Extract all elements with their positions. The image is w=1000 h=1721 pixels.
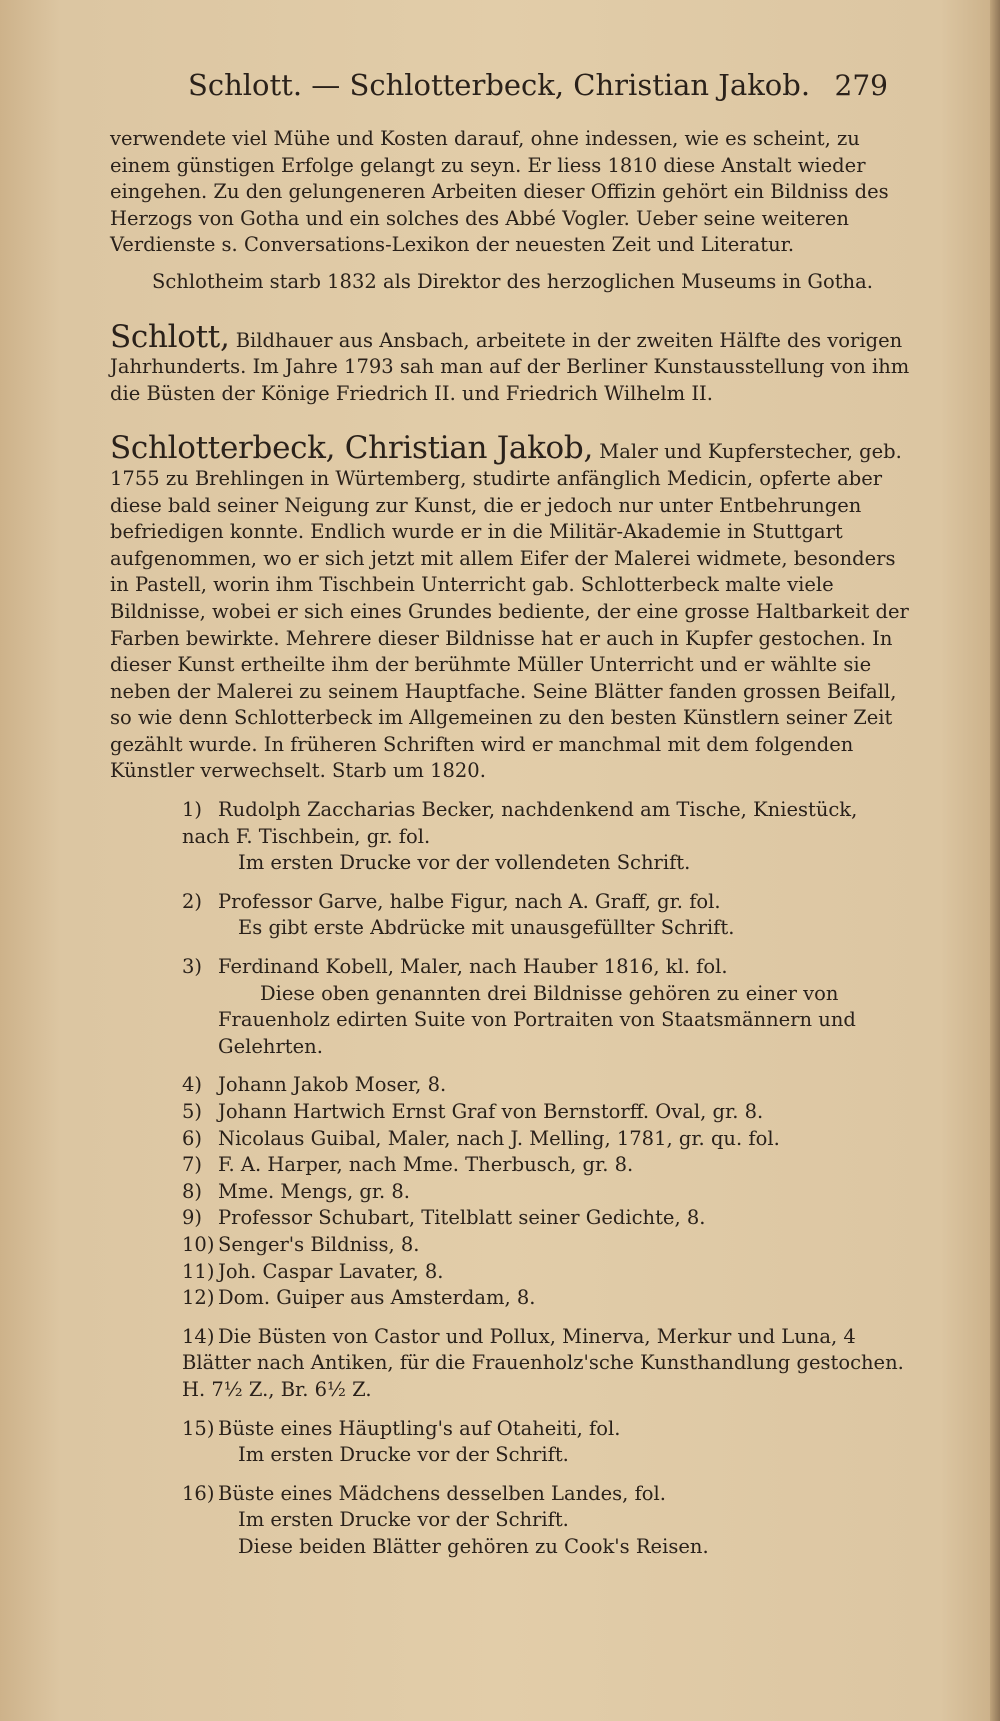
work-title: Johann Hartwich Ernst Graf von Bernstorff. Oval, gr. 8. <box>218 1100 764 1123</box>
work-number: 4) <box>182 1073 203 1097</box>
work-number: 14) <box>182 1324 215 1348</box>
work-title: Senger's Bildniss, 8. <box>218 1232 420 1256</box>
work-title: Mme. Mengs, gr. 8. <box>218 1179 411 1203</box>
work-item <box>182 1324 910 1404</box>
work-title: Büste eines Mädchens desselben Landes, fol. <box>218 1481 666 1505</box>
work-title: Ferdinand Kobell, Maler, nach Hauber 1816, kl. fol. <box>218 955 728 979</box>
work-title: Joh. Caspar Lavater, 8. <box>218 1259 444 1283</box>
entry-schlott-name: Schlott, <box>110 318 230 355</box>
work-title: Rudolph Zaccharias Becker, nachdenkend am Tische, Kniestück, nach F. Tischbein, gr. fol. <box>182 798 858 848</box>
work-title: Professor Schubart, Titelblatt seiner Gedichte, 8. <box>218 1206 706 1230</box>
work-item <box>182 1152 910 1179</box>
work-title: F. A. Harper, nach Mme. Therbusch, gr. 8. <box>218 1153 634 1177</box>
entry-schlott <box>110 318 910 408</box>
work-number: 9) <box>182 1206 203 1230</box>
work-item <box>182 1416 910 1469</box>
work-number: 3) <box>182 955 203 979</box>
work-item <box>182 1285 910 1312</box>
page-number: 279 <box>834 69 888 102</box>
running-title: Schlott. — Schlotterbeck, Christian Jakob. <box>188 68 811 102</box>
work-number: 1) <box>182 798 203 822</box>
work-note: Im ersten Drucke vor der vollendeten Schrift. <box>238 851 691 875</box>
work-number: 10) <box>182 1232 215 1256</box>
work-item <box>182 1232 910 1259</box>
work-title: Johann Jakob Moser, 8. <box>218 1073 447 1097</box>
work-number: 11) <box>182 1259 215 1283</box>
work-number: 15) <box>182 1416 215 1440</box>
works-1-3-note: Diese oben genannten drei Bildnisse gehören zu einer von Frauenholz edirten Suite von Portraiten von Staatsmännern und Gelehrten. <box>218 981 856 1058</box>
entry-schlotterbeck <box>110 430 910 785</box>
work-item <box>182 1481 910 1561</box>
work-number: 2) <box>182 889 203 913</box>
work-item <box>182 1072 910 1099</box>
work-item <box>182 1179 910 1206</box>
work-title: Nicolaus Guibal, Maler, nach J. Melling, 1781, gr. qu. fol. <box>218 1126 780 1150</box>
work-title: Dom. Guiper aus Amsterdam, 8. <box>218 1286 536 1310</box>
work-title: Professor Garve, halbe Figur, nach A. Graff, gr. fol. <box>218 889 721 913</box>
work-number: 12) <box>182 1286 215 1310</box>
work-item <box>182 954 910 1060</box>
work-note: Es gibt erste Abdrücke mit unausgefüllter Schrift. <box>238 916 735 940</box>
work-number: 16) <box>182 1481 215 1505</box>
page-body <box>110 126 910 1561</box>
work-number: 7) <box>182 1153 203 1177</box>
page-spine-edge <box>990 0 1000 1721</box>
intro-death-note: Schlotheim starb 1832 als Direktor des herzoglichen Museums in Gotha. <box>152 269 873 293</box>
work-item <box>182 1259 910 1286</box>
running-header <box>188 68 888 112</box>
work-item <box>182 797 910 877</box>
work-number: 8) <box>182 1179 203 1203</box>
work-title: Die Büsten von Castor und Pollux, Minerva, Merkur und Luna, 4 Blätter nach Antiken, für die Frauenholz'sche Kunsthandlung gestochen. H. 7½ Z., Br. 6½ Z. <box>182 1324 904 1401</box>
work-note: Im ersten Drucke vor der Schrift. <box>238 1443 569 1467</box>
work-number: 6) <box>182 1126 203 1150</box>
entry-schlott-text: Bildhauer aus Ansbach, arbeitete in der zweiten Hälfte des vorigen Jahrhunderts. Im Jahre 1793 sah man auf der Berliner Kunstausstellung von ihm die Büsten der Könige Friedrich II. und Friedrich Wilhelm II. <box>110 328 910 405</box>
entry-schlotterbeck-text: Maler und Kupferstecher, geb. 1755 zu Brehlingen in Würtemberg, studirte anfänglich Medicin, opferte aber diese bald seiner Neigung zur Kunst, die er jedoch nur unter Entbehrungen befriedigen konnte. Endlich wurde er in die Militär-Akademie in Stuttgart aufgenommen, wo er sich jetzt mit allem Eifer der Malerei widmete, besonders in Pastell, worin ihm Tischbein Unterricht gab. Schlotterbeck malte viele Bildnisse, wobei er sich eines Grundes bediente, der eine grosse Haltbarkeit der Farben bewirkte. Mehrere dieser Bildnisse hat er auch in Kupfer gestochen. In dieser Kunst ertheilte ihm der berühmte Müller Unterricht und er wählte sie neben der Malerei zu seinem Hauptfache. Seine Blätter fanden grossen Beifall, so wie denn Schlotterbeck im Allgemeinen zu den besten Künstlern seiner Zeit gezählt wurde. In früheren Schriften wird er manchmal mit dem folgenden Künstler verwechselt. Starb um 1820. <box>110 440 909 783</box>
work-item <box>182 1205 910 1232</box>
work-item <box>182 1099 910 1126</box>
work-title: Büste eines Häuptling's auf Otaheiti, fol. <box>218 1416 621 1440</box>
work-number: 5) <box>182 1100 203 1123</box>
work-note-secondary: Diese beiden Blätter gehören zu Cook's Reisen. <box>238 1534 709 1558</box>
work-note: Im ersten Drucke vor der Schrift. <box>238 1508 569 1532</box>
work-item <box>182 1126 910 1153</box>
works-list <box>110 797 910 1560</box>
intro-continuation: verwendete viel Mühe und Kosten darauf, ohne indessen, wie es scheint, zu einem günstigen Erfolge gelangt zu seyn. Er liess 1810 diese Anstalt wieder eingehen. Zu den gelungeneren Arbeiten dieser Offizin gehört ein Bildniss des Herzogs von Gotha und ein solches des Abbé Vogler. Ueber seine weiteren Verdienste s. Conversations-Lexikon der neuesten Zeit und Literatur. <box>110 127 889 257</box>
entry-schlotterbeck-name: Schlotterbeck, Christian Jakob, <box>110 430 594 467</box>
work-item <box>182 889 910 942</box>
